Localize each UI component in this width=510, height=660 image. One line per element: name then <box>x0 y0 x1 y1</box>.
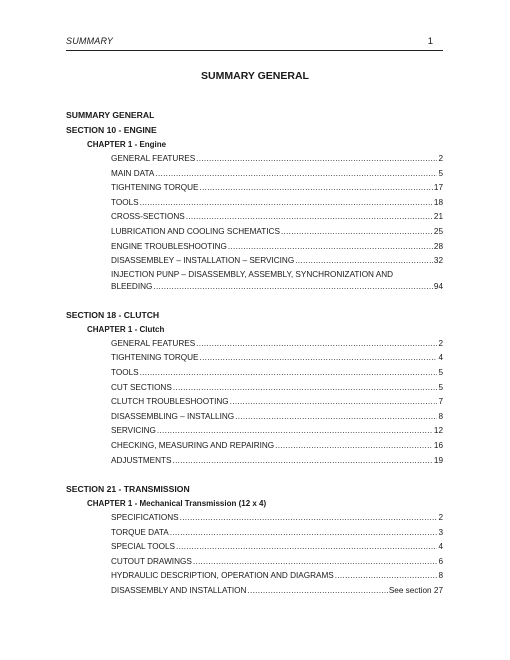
toc-entry[interactable] <box>111 410 443 425</box>
toc-entry-page: 3 <box>438 527 443 537</box>
dot-leader <box>228 240 433 255</box>
toc-entry-title: GENERAL FEATURES <box>111 154 196 163</box>
dot-leader <box>200 181 433 196</box>
toc-entry[interactable] <box>111 196 443 211</box>
dot-leader <box>153 281 432 294</box>
toc-entry-page: 6 <box>438 556 443 566</box>
toc-entry[interactable] <box>111 254 443 269</box>
toc-entry-title: DISASSEMBLING – INSTALLING <box>111 411 235 421</box>
page-title: SUMMARY GENERAL <box>201 70 309 82</box>
chapter-heading: CHAPTER 1 - Mechanical Transmission (12 x 4) <box>87 499 267 509</box>
dot-leader <box>140 196 433 211</box>
toc-entry[interactable] <box>111 167 443 182</box>
toc-entry-page: See section 27 <box>388 586 443 596</box>
toc-entry-page: 17 <box>433 183 443 193</box>
toc-entry-title: CHECKING, MEASURING AND REPAIRING <box>111 440 275 450</box>
dot-leader <box>193 555 438 570</box>
toc-entry-title: LUBRICATION AND COOLING SCHEMATICS <box>111 226 280 236</box>
toc-entry-page: 12 <box>433 426 443 436</box>
toc-entry-page: 21 <box>433 212 443 222</box>
dot-leader <box>140 366 438 381</box>
toc-entry-title: CUTOUT DRAWINGS <box>111 556 192 566</box>
toc-entry-page: 2 <box>438 513 443 523</box>
toc-entry-page: 4 <box>438 542 443 552</box>
dot-leader <box>155 167 437 182</box>
dot-leader <box>176 540 437 555</box>
section-heading: SECTION 18 - CLUTCH <box>66 309 160 320</box>
toc-entry-title: ADJUSTMENTS <box>111 455 172 465</box>
chapter-heading: CHAPTER 1 - Clutch <box>87 324 165 334</box>
toc-entry[interactable] <box>111 225 443 240</box>
toc-entry[interactable] <box>111 381 443 396</box>
toc-entry-title: DISASSEMBLY AND INSTALLATION <box>111 586 247 596</box>
toc-entry[interactable] <box>111 152 443 167</box>
toc-entry-title: DISASSEMBLEY – INSTALLATION – SERVICING <box>111 256 295 266</box>
running-header-title: SUMMARY <box>66 36 114 46</box>
toc-entry[interactable] <box>111 526 443 541</box>
toc-entry-page: 28 <box>433 241 443 251</box>
summary-general-heading: SUMMARY GENERAL <box>66 110 155 120</box>
toc-entry-page: 2 <box>438 338 443 348</box>
dot-leader <box>196 337 437 352</box>
toc-entry-page: 2 <box>438 154 443 163</box>
chapter-heading: CHAPTER 1 - Engine <box>87 140 167 149</box>
toc-entry-page: 7 <box>438 397 443 407</box>
toc-entry-title: MAIN DATA <box>111 168 155 178</box>
toc-entry-page: 16 <box>433 440 443 450</box>
dot-leader <box>275 439 433 454</box>
toc-entry[interactable] <box>111 269 443 294</box>
toc-entry[interactable] <box>111 511 443 526</box>
toc-entry-title: TOOLS <box>111 197 139 207</box>
toc-entry-title: TIGHTENING TORQUE <box>111 353 199 363</box>
dot-leader <box>180 511 438 526</box>
toc-entry-title-continued: BLEEDING <box>111 282 153 292</box>
toc-entry[interactable] <box>111 540 443 555</box>
dot-leader <box>186 210 433 225</box>
toc-entry-page: 94 <box>433 282 443 292</box>
dot-leader <box>230 395 438 410</box>
toc-entry[interactable] <box>111 366 443 381</box>
toc-entry[interactable] <box>111 337 443 352</box>
toc-entry-page: 5 <box>438 168 443 178</box>
running-header <box>66 36 443 51</box>
dot-leader <box>157 424 433 439</box>
toc-entry[interactable] <box>111 181 443 196</box>
toc-entry-page: 8 <box>438 411 443 421</box>
toc-entry-title: SERVICING <box>111 426 156 436</box>
section-heading: SECTION 21 - TRANSMISSION <box>66 484 190 495</box>
dot-leader <box>335 569 438 584</box>
toc-entry[interactable] <box>111 454 443 469</box>
toc-entry-page: 18 <box>433 197 443 207</box>
dot-leader <box>170 526 438 541</box>
toc-entry-title: GENERAL FEATURES <box>111 338 196 348</box>
section-heading: SECTION 10 - ENGINE <box>66 125 157 135</box>
toc-entry-title: TORQUE DATA <box>111 527 169 537</box>
dot-leader <box>235 410 437 425</box>
table-of-contents <box>66 108 443 599</box>
toc-entry-title: SPECIAL TOOLS <box>111 542 176 552</box>
dot-leader <box>200 351 438 366</box>
toc-entry-title: ENGINE TROUBLESHOOTING <box>111 241 227 251</box>
toc-entry-title: SPECIFICATIONS <box>111 513 179 523</box>
toc-entry-page: 5 <box>438 367 443 377</box>
toc-entry-page: 25 <box>433 226 443 236</box>
toc-entry-title: HYDRAULIC DESCRIPTION, OPERATION AND DIAGRAMS <box>111 571 334 581</box>
toc-entry-title: TIGHTENING TORQUE <box>111 183 199 193</box>
toc-entry[interactable] <box>111 569 443 584</box>
toc-entry-page: 5 <box>438 382 443 392</box>
dot-leader <box>173 381 438 396</box>
toc-entry[interactable] <box>111 240 443 255</box>
dot-leader <box>196 152 437 167</box>
toc-entry[interactable] <box>111 424 443 439</box>
dot-leader <box>281 225 433 240</box>
toc-entry-page: 32 <box>433 256 443 266</box>
toc-entry-title: CUT SECTIONS <box>111 382 172 392</box>
toc-entry-page: 19 <box>433 455 443 465</box>
dot-leader <box>295 254 433 269</box>
toc-entry[interactable] <box>111 210 443 225</box>
toc-entry-title: CROSS-SECTIONS <box>111 212 185 222</box>
toc-entry-title: TOOLS <box>111 367 139 377</box>
toc-entry-title: CLUTCH TROUBLESHOOTING <box>111 397 229 407</box>
toc-entry[interactable] <box>111 395 443 410</box>
page-number: 1 <box>427 36 433 47</box>
toc-entry-title: INJECTION PUNP – DISASSEMBLY, ASSEMBLY, SYNCHRONIZATION AND <box>111 269 394 279</box>
toc-entry[interactable] <box>111 439 443 454</box>
toc-entry[interactable] <box>111 584 443 599</box>
dot-leader <box>173 454 433 469</box>
toc-entry-page: 8 <box>438 571 443 581</box>
toc-entry[interactable] <box>111 351 443 366</box>
toc-entry-page: 4 <box>438 353 443 363</box>
toc-entry[interactable] <box>111 555 443 570</box>
dot-leader <box>247 584 387 599</box>
